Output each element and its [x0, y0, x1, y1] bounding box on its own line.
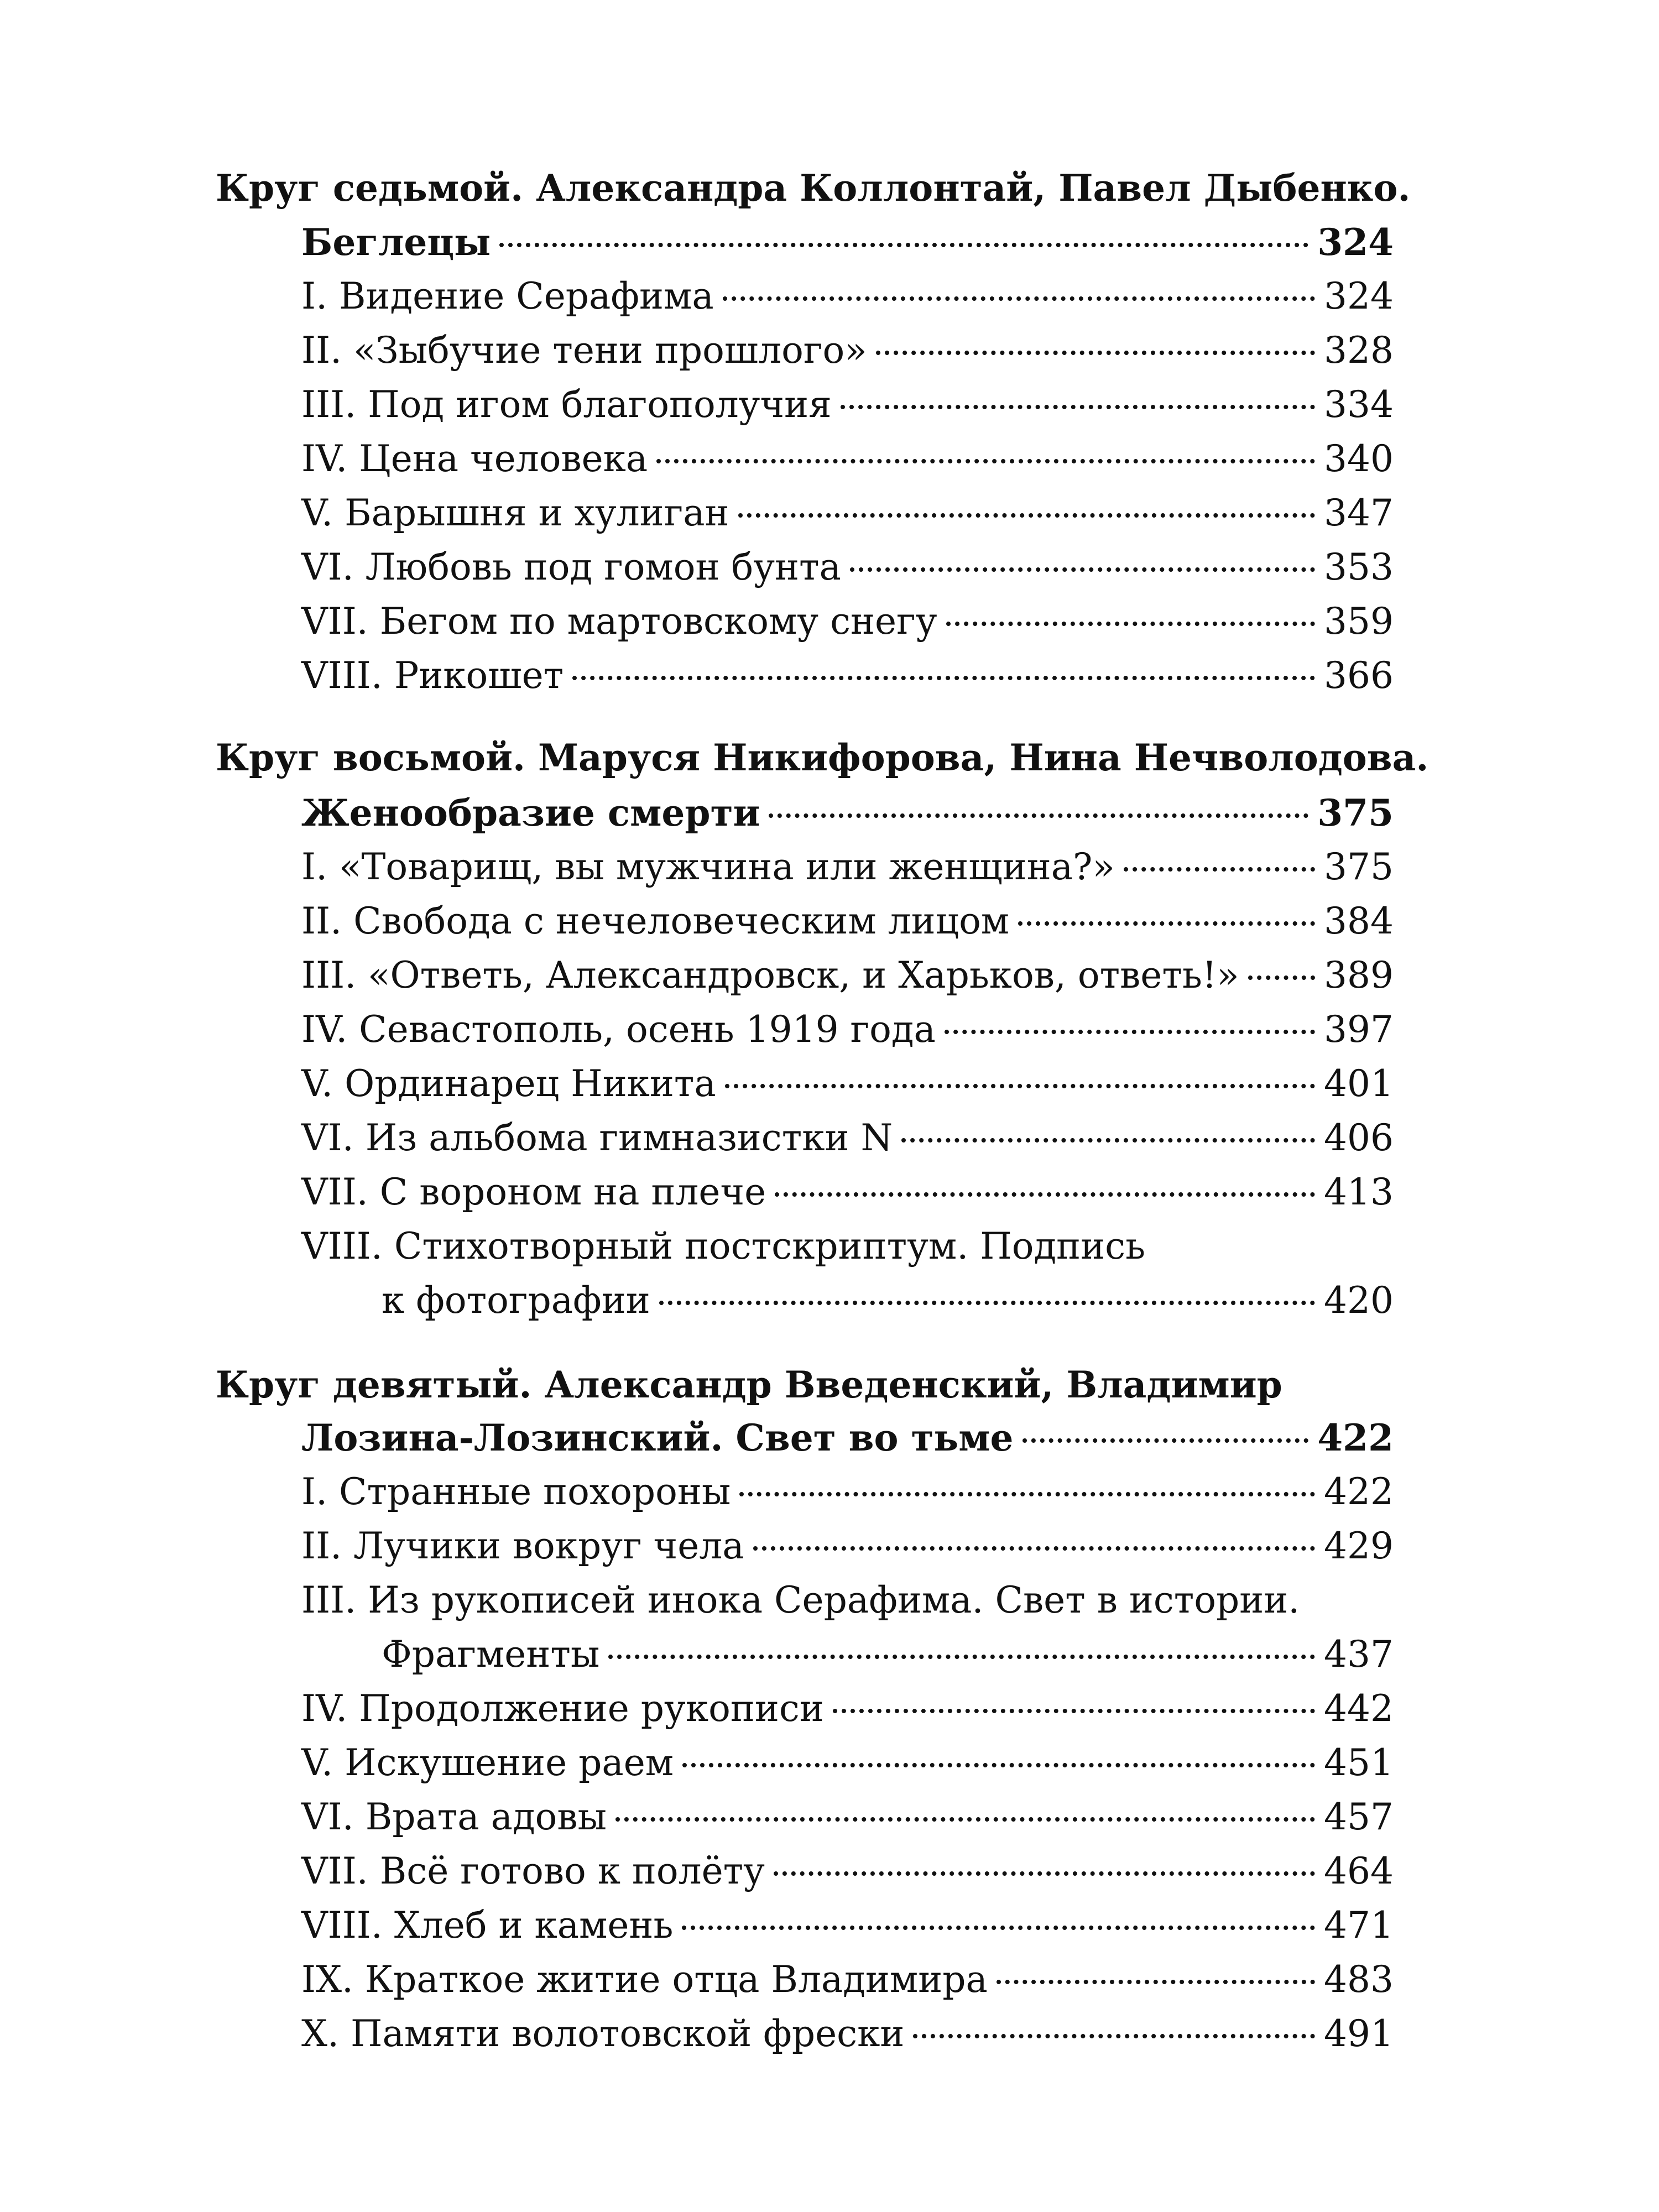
toc-entry[interactable]	[301, 1416, 1394, 1465]
dot-leader	[775, 1192, 1315, 1197]
entry-title: I. «Товарищ, вы мужчина или женщина?»	[301, 846, 1115, 888]
toc-row	[0, 1470, 1659, 1520]
entry-page-number: 429	[1324, 1525, 1394, 1567]
entry-page-number: 442	[1324, 1687, 1394, 1730]
toc-entry[interactable]	[301, 791, 1394, 841]
toc-row	[0, 1632, 1659, 1682]
toc-row	[0, 437, 1659, 487]
toc-row	[0, 2012, 1659, 2062]
toc-entry[interactable]	[301, 1741, 1394, 1791]
entry-page-number: 491	[1324, 2012, 1394, 2055]
entry-title-continuation: к фотографии	[382, 1279, 650, 1322]
toc-entry[interactable]	[301, 1170, 1394, 1220]
entry-title: IV. Севастополь, осень 1919 года	[301, 1008, 936, 1051]
entry-page-number: 483	[1324, 1958, 1394, 2001]
entry-page-number: 451	[1324, 1741, 1394, 1784]
entry-title: VII. Всё готово к полёту	[301, 1850, 765, 1892]
toc-entry[interactable]	[301, 899, 1394, 949]
dot-leader	[572, 676, 1315, 680]
toc-entry[interactable]	[301, 1958, 1394, 2007]
entry-title: Лозина-Лозинский. Свет во тьме	[301, 1416, 1014, 1459]
entry-page-number: 375	[1317, 791, 1394, 834]
dot-leader	[682, 1763, 1315, 1767]
entry-page-number: 340	[1324, 437, 1394, 480]
toc-row	[0, 274, 1659, 324]
dot-leader	[499, 243, 1308, 247]
toc-row	[0, 953, 1659, 1003]
section-heading	[0, 735, 1659, 785]
entry-page-number: 437	[1324, 1633, 1394, 1676]
toc-entry[interactable]	[301, 545, 1394, 595]
entry-title: II. «Зыбучие тени прошлого»	[301, 329, 867, 372]
toc-entry[interactable]	[301, 491, 1394, 541]
toc-row	[0, 1903, 1659, 1953]
toc-entry[interactable]	[301, 383, 1394, 432]
toc-entry[interactable]	[301, 1903, 1394, 1953]
dot-leader	[1124, 867, 1315, 872]
toc-entry[interactable]	[301, 845, 1394, 895]
entry-title: III. Под игом благополучия	[301, 383, 832, 426]
toc-entry[interactable]	[301, 2012, 1394, 2062]
entry-page-number: 359	[1324, 600, 1394, 643]
entry-page-number: 353	[1324, 546, 1394, 588]
entry-title: II. Лучики вокруг чела	[301, 1525, 744, 1567]
toc-entry[interactable]	[301, 1524, 1394, 1574]
toc-row	[0, 1116, 1659, 1166]
dot-leader	[1018, 921, 1315, 926]
toc-row	[0, 1224, 1659, 1274]
dot-leader	[946, 622, 1315, 626]
entry-title: V. Ординарец Никита	[301, 1062, 716, 1105]
entry-page-number: 389	[1324, 954, 1394, 997]
entry-page-number: 366	[1324, 654, 1394, 697]
entry-title: IV. Продолжение рукописи	[301, 1687, 824, 1730]
dot-leader	[774, 1871, 1315, 1876]
entry-title: VIII. Хлеб и камень	[301, 1904, 674, 1947]
dot-leader	[725, 1084, 1315, 1088]
entry-title: VII. С вороном на плече	[301, 1171, 766, 1213]
entry-title: IX. Краткое житие отца Владимира	[301, 1958, 988, 2001]
entry-title: Женообразие смерти	[301, 791, 760, 834]
entry-title: X. Памяти волотовской фрески	[301, 2012, 905, 2055]
toc-row	[0, 1795, 1659, 1845]
entry-page-number: 397	[1324, 1008, 1394, 1051]
entry-page-number: 334	[1324, 383, 1394, 426]
toc-row	[0, 1062, 1659, 1112]
dot-leader	[841, 405, 1315, 409]
section-subheading-row	[0, 1416, 1659, 1465]
entry-title[interactable]: III. Из рукописей инока Серафима. Свет в истории.	[301, 1579, 1300, 1621]
toc-entry[interactable]	[301, 328, 1394, 378]
entry-title-continuation: Фрагменты	[382, 1633, 600, 1676]
dot-leader	[608, 1655, 1315, 1659]
toc-entry[interactable]	[301, 1008, 1394, 1057]
entry-page-number: 413	[1324, 1171, 1394, 1213]
toc-entry[interactable]	[382, 1279, 1394, 1328]
toc-row	[0, 1578, 1659, 1628]
entry-page-number: 471	[1324, 1904, 1394, 1947]
entry-title: II. Свобода с нечеловеческим лицом	[301, 900, 1010, 942]
entry-page-number: 324	[1324, 275, 1394, 317]
toc-row	[0, 491, 1659, 541]
toc-row	[0, 383, 1659, 432]
dot-leader	[997, 1980, 1315, 1984]
entry-title: VI. Любовь под гомон бунта	[301, 546, 841, 588]
dot-leader	[739, 1492, 1315, 1496]
dot-leader	[723, 296, 1315, 301]
section-heading-text: Круг седьмой. Александра Коллонтай, Павел Дыбенко.	[216, 166, 1411, 210]
toc-row	[0, 545, 1659, 595]
entry-title: I. Странные похороны	[301, 1470, 731, 1513]
dot-leader	[659, 1301, 1315, 1305]
toc-entry[interactable]	[301, 274, 1394, 324]
toc-row	[0, 1008, 1659, 1057]
entry-page-number: 422	[1324, 1470, 1394, 1513]
toc-row	[0, 1279, 1659, 1328]
entry-page-number: 401	[1324, 1062, 1394, 1105]
entry-page-number: 406	[1324, 1117, 1394, 1159]
dot-leader	[913, 2034, 1315, 2038]
toc-row	[0, 1170, 1659, 1220]
toc-entry[interactable]	[301, 220, 1394, 270]
toc-entry[interactable]	[301, 1116, 1394, 1166]
entry-page-number: 328	[1324, 329, 1394, 372]
toc-row	[0, 1687, 1659, 1736]
section-heading	[0, 1363, 1659, 1412]
toc-entry[interactable]	[301, 1062, 1394, 1112]
entry-title: VIII. Рикошет	[301, 654, 564, 697]
toc-entry[interactable]	[301, 599, 1394, 649]
section-heading	[0, 166, 1659, 216]
toc-entry[interactable]	[382, 1632, 1394, 1682]
toc-entry[interactable]	[301, 654, 1394, 703]
toc-row	[0, 1741, 1659, 1791]
toc-row	[0, 654, 1659, 703]
entry-page-number: 422	[1317, 1416, 1394, 1459]
entry-title: III. «Ответь, Александровск, и Харьков, ответь!»	[301, 954, 1239, 997]
toc-entry[interactable]	[301, 1687, 1394, 1736]
dot-leader	[945, 1030, 1315, 1034]
dot-leader	[1022, 1438, 1309, 1443]
toc-row	[0, 328, 1659, 378]
entry-title: IV. Цена человека	[301, 437, 648, 480]
dot-leader	[850, 567, 1315, 572]
toc-row	[0, 845, 1659, 895]
dot-leader	[769, 813, 1308, 818]
dot-leader	[901, 1138, 1315, 1142]
entry-title: VII. Бегом по мартовскому снегу	[301, 600, 937, 643]
toc-entry[interactable]	[301, 953, 1394, 1003]
toc-row	[0, 899, 1659, 949]
dot-leader	[1248, 975, 1315, 980]
dot-leader	[682, 1926, 1315, 1930]
dot-leader	[656, 459, 1315, 463]
toc-row	[0, 1524, 1659, 1574]
entry-title: V. Искушение раем	[301, 1741, 674, 1784]
dot-leader	[738, 513, 1315, 518]
toc-row	[0, 599, 1659, 649]
entry-page-number: 457	[1324, 1796, 1394, 1838]
entry-page-number: 347	[1324, 492, 1394, 534]
entry-page-number: 464	[1324, 1850, 1394, 1892]
dot-leader	[833, 1709, 1315, 1713]
toc-entry[interactable]	[301, 1470, 1394, 1520]
toc-entry[interactable]	[301, 1849, 1394, 1899]
toc-entry[interactable]	[301, 437, 1394, 487]
dot-leader	[753, 1546, 1315, 1551]
toc-row	[0, 1958, 1659, 2007]
toc-row	[0, 1849, 1659, 1899]
section-subheading-row	[0, 220, 1659, 270]
entry-page-number: 375	[1324, 846, 1394, 888]
entry-title[interactable]: VIII. Стихотворный постскриптум. Подпись	[301, 1225, 1146, 1267]
entry-title: VI. Врата адовы	[301, 1796, 607, 1838]
entry-title: Беглецы	[301, 221, 491, 264]
entry-page-number: 420	[1324, 1279, 1394, 1322]
entry-title: VI. Из альбома гимназистки N	[301, 1117, 893, 1159]
toc-entry[interactable]	[301, 1795, 1394, 1845]
entry-title: V. Барышня и хулиган	[301, 492, 729, 534]
section-heading-text: Круг девятый. Александр Введенский, Владимир	[216, 1363, 1282, 1406]
section-heading-text: Круг восьмой. Маруся Никифорова, Нина Нечволодова.	[216, 736, 1429, 779]
dot-leader	[615, 1817, 1315, 1822]
entry-page-number: 324	[1317, 221, 1394, 264]
entry-page-number: 384	[1324, 900, 1394, 942]
entry-title: I. Видение Серафима	[301, 275, 714, 317]
dot-leader	[876, 351, 1315, 355]
section-subheading-row	[0, 791, 1659, 841]
